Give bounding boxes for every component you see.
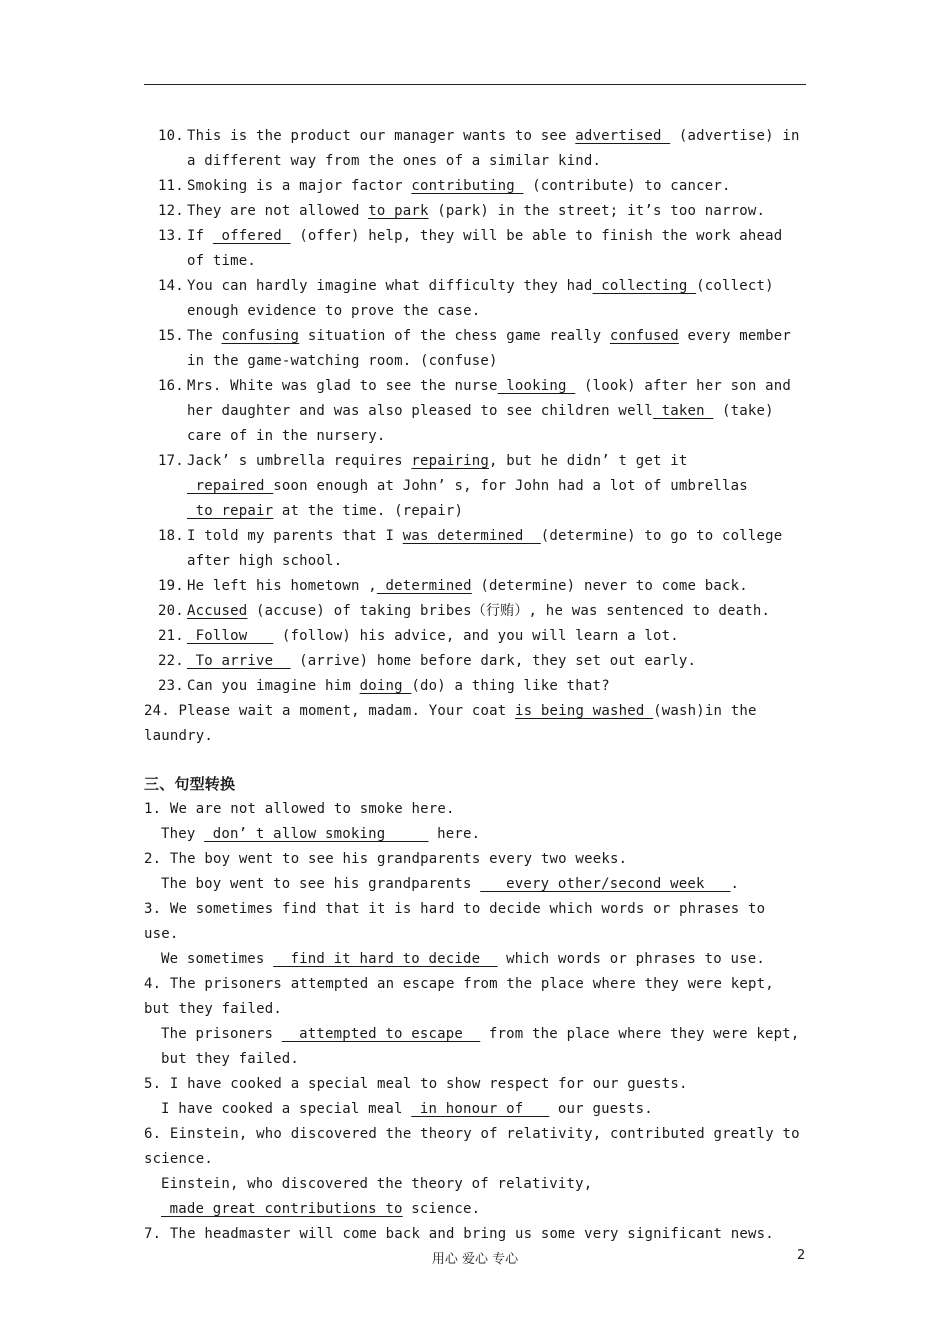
- sentence-text: You can hardly imagine what difficulty they had: [187, 278, 593, 294]
- item-number: 13.: [158, 228, 184, 244]
- sentence-text: (park) in the street; it’s too narrow.: [428, 203, 766, 219]
- sentence-text: The: [187, 328, 222, 344]
- item-number: 11.: [158, 178, 184, 194]
- exercise-item: [144, 324, 806, 374]
- item-number: 21.: [158, 628, 184, 644]
- exercise-item: [144, 649, 806, 674]
- sentence-text: I told my parents that I: [187, 528, 403, 544]
- sentence-text: at the time. (repair): [273, 503, 464, 519]
- sentence-text: (collect) enough evidence to prove the case.: [187, 278, 774, 319]
- transform-list: [144, 797, 806, 1247]
- item-number: 15.: [158, 328, 184, 344]
- sentence-text: (offer) help, they will be able to finish the work ahead of time.: [187, 228, 783, 269]
- exercise-item: [144, 674, 806, 699]
- sentence-text: Mrs. White was glad to see the nurse: [187, 378, 498, 394]
- footer-motto: 用心 爱心 专心: [431, 1252, 519, 1267]
- exercise-item: [144, 274, 806, 324]
- exercise-item-24: [144, 699, 806, 749]
- answer-blank: confusing: [221, 328, 300, 344]
- item-number: 18.: [158, 528, 184, 544]
- rewritten-sentence: [144, 1022, 806, 1072]
- original-sentence: 2. The boy went to see his grandparents every two weeks.: [144, 851, 628, 867]
- original-sentence: 7. The headmaster will come back and bring us some very significant news.: [144, 1226, 774, 1242]
- answer-blank: in honour of: [411, 1101, 550, 1117]
- sentence-text: (follow) his advice, and you will learn a lot.: [273, 628, 679, 644]
- item-number: 16.: [158, 378, 184, 394]
- sentence-text: If: [187, 228, 213, 244]
- rewritten-sentence: [144, 822, 806, 847]
- item-number: 10.: [158, 128, 184, 144]
- answer-blank: don’ t allow smoking: [204, 826, 429, 842]
- item-number: 12.: [158, 203, 184, 219]
- section-heading: 三、句型转换: [144, 775, 236, 793]
- sentence-text: (advertise) in a different way from the ones of a similar kind.: [187, 128, 800, 169]
- answer-blank: Accused: [187, 603, 248, 619]
- answer-blank: to park: [368, 203, 429, 219]
- sentence-text: (do) a thing like that?: [411, 678, 610, 694]
- sentence-text: here.: [428, 826, 481, 842]
- exercise-item: [144, 599, 806, 624]
- item-number: 23.: [158, 678, 184, 694]
- answer-blank: contributing: [411, 178, 524, 194]
- sentence-text: Jack’ s umbrella requires: [187, 453, 412, 469]
- item-number: 22.: [158, 653, 184, 669]
- exercise-item: [144, 449, 806, 524]
- answer-blank: offered: [212, 228, 291, 244]
- rewritten-sentence: [144, 947, 806, 972]
- sentence-text: They are not allowed: [187, 203, 369, 219]
- answer-blank: Follow: [187, 628, 274, 644]
- sentence-text: (determine) to go to college after high school.: [187, 528, 783, 569]
- exercise-item: [144, 224, 806, 274]
- answer-blank: looking: [497, 378, 576, 394]
- sentence-text: We sometimes: [161, 951, 274, 967]
- rewritten-sentence: [144, 1172, 806, 1222]
- exercise-item: [144, 624, 806, 649]
- sentence-text: Smoking is a major factor: [187, 178, 412, 194]
- sentence-text: (wash)in the laundry.: [144, 703, 757, 744]
- exercise-item: [144, 124, 806, 174]
- sentence-text: He left his hometown ,: [187, 578, 377, 594]
- sentence-text: (look) after her son and her daughter and was also pleased to see children well: [187, 378, 792, 419]
- sentence-text: Please wait a moment, madam. Your coat: [178, 703, 516, 719]
- sentence-text: This is the product our manager wants to see: [187, 128, 576, 144]
- answer-blank: was determined: [402, 528, 541, 544]
- sentence-text: which words or phrases to use.: [497, 951, 766, 967]
- answer-blank: repaired: [187, 478, 274, 494]
- answer-blank: doing: [359, 678, 412, 694]
- sentence-text: .: [730, 876, 740, 892]
- answer-blank: determined: [376, 578, 472, 594]
- sentence-text: I have cooked a special meal: [161, 1101, 412, 1117]
- sentence-text: Einstein, who discovered the theory of relativity,: [161, 1176, 593, 1192]
- header-rule: [144, 84, 806, 85]
- original-sentence: 3. We sometimes find that it is hard to decide which words or phrases to use.: [144, 901, 766, 942]
- sentence-text: every member in the game-watching room. (confuse): [187, 328, 792, 369]
- original-sentence: 6. Einstein, who discovered the theory of relativity, contributed greatly to science.: [144, 1126, 800, 1167]
- item-number: 20.: [158, 603, 184, 619]
- sentence-text: The prisoners: [161, 1026, 282, 1042]
- sentence-text: (determine) never to come back.: [471, 578, 748, 594]
- sentence-text: , but he didn’ t get it: [489, 453, 688, 469]
- sentence-text: (contribute) to cancer.: [523, 178, 731, 194]
- sentence-text: science.: [402, 1201, 481, 1217]
- original-sentence: 1. We are not allowed to smoke here.: [144, 801, 455, 817]
- sentence-text: situation of the chess game really: [299, 328, 610, 344]
- item-number: 14.: [158, 278, 184, 294]
- rewritten-sentence: [144, 1097, 806, 1122]
- answer-blank: find it hard to decide: [273, 951, 498, 967]
- sentence-text: soon enough at John’ s, for John had a lot of umbrellas: [273, 478, 748, 494]
- answer-blank: taken: [652, 403, 714, 419]
- sentence-text: (arrive) home before dark, they set out early.: [290, 653, 697, 669]
- exercise-item: [144, 174, 806, 199]
- original-sentence: 4. The prisoners attempted an escape from the place where they were kept, but they failed.: [144, 976, 774, 1017]
- answer-blank: attempted to escape: [281, 1026, 481, 1042]
- sentence-text: The boy went to see his grandparents: [161, 876, 481, 892]
- page-number: 2: [797, 1248, 806, 1263]
- sentence-text: our guests.: [549, 1101, 653, 1117]
- answer-blank: to repair: [187, 503, 274, 519]
- sentence-text: from the place where they were kept, but they failed.: [161, 1026, 800, 1067]
- document-body: [144, 124, 806, 1247]
- item-number: 24.: [144, 703, 179, 719]
- exercise-item: [144, 574, 806, 599]
- exercise-item: [144, 524, 806, 574]
- answer-blank: made great contributions to: [161, 1201, 403, 1217]
- exercise-item: [144, 199, 806, 224]
- item-number: 17.: [158, 453, 184, 469]
- answer-blank: repairing: [411, 453, 490, 469]
- item-number: 19.: [158, 578, 184, 594]
- answer-blank: advertised: [575, 128, 671, 144]
- sentence-text: (take) care of in the nursery.: [187, 403, 774, 444]
- exercise-item: [144, 374, 806, 449]
- answer-blank: every other/second week: [480, 876, 731, 892]
- sentence-text: Can you imagine him: [187, 678, 360, 694]
- answer-blank: collecting: [592, 278, 697, 294]
- answer-blank: confused: [609, 328, 679, 344]
- answer-blank: To arrive: [187, 653, 291, 669]
- sentence-text: (accuse) of taking bribes（行贿）, he was sentenced to death.: [247, 603, 771, 619]
- sentence-text: They: [161, 826, 205, 842]
- exercise-list: [144, 124, 806, 699]
- original-sentence: 5. I have cooked a special meal to show respect for our guests.: [144, 1076, 688, 1092]
- rewritten-sentence: [144, 872, 806, 897]
- answer-blank: is being washed: [515, 703, 654, 719]
